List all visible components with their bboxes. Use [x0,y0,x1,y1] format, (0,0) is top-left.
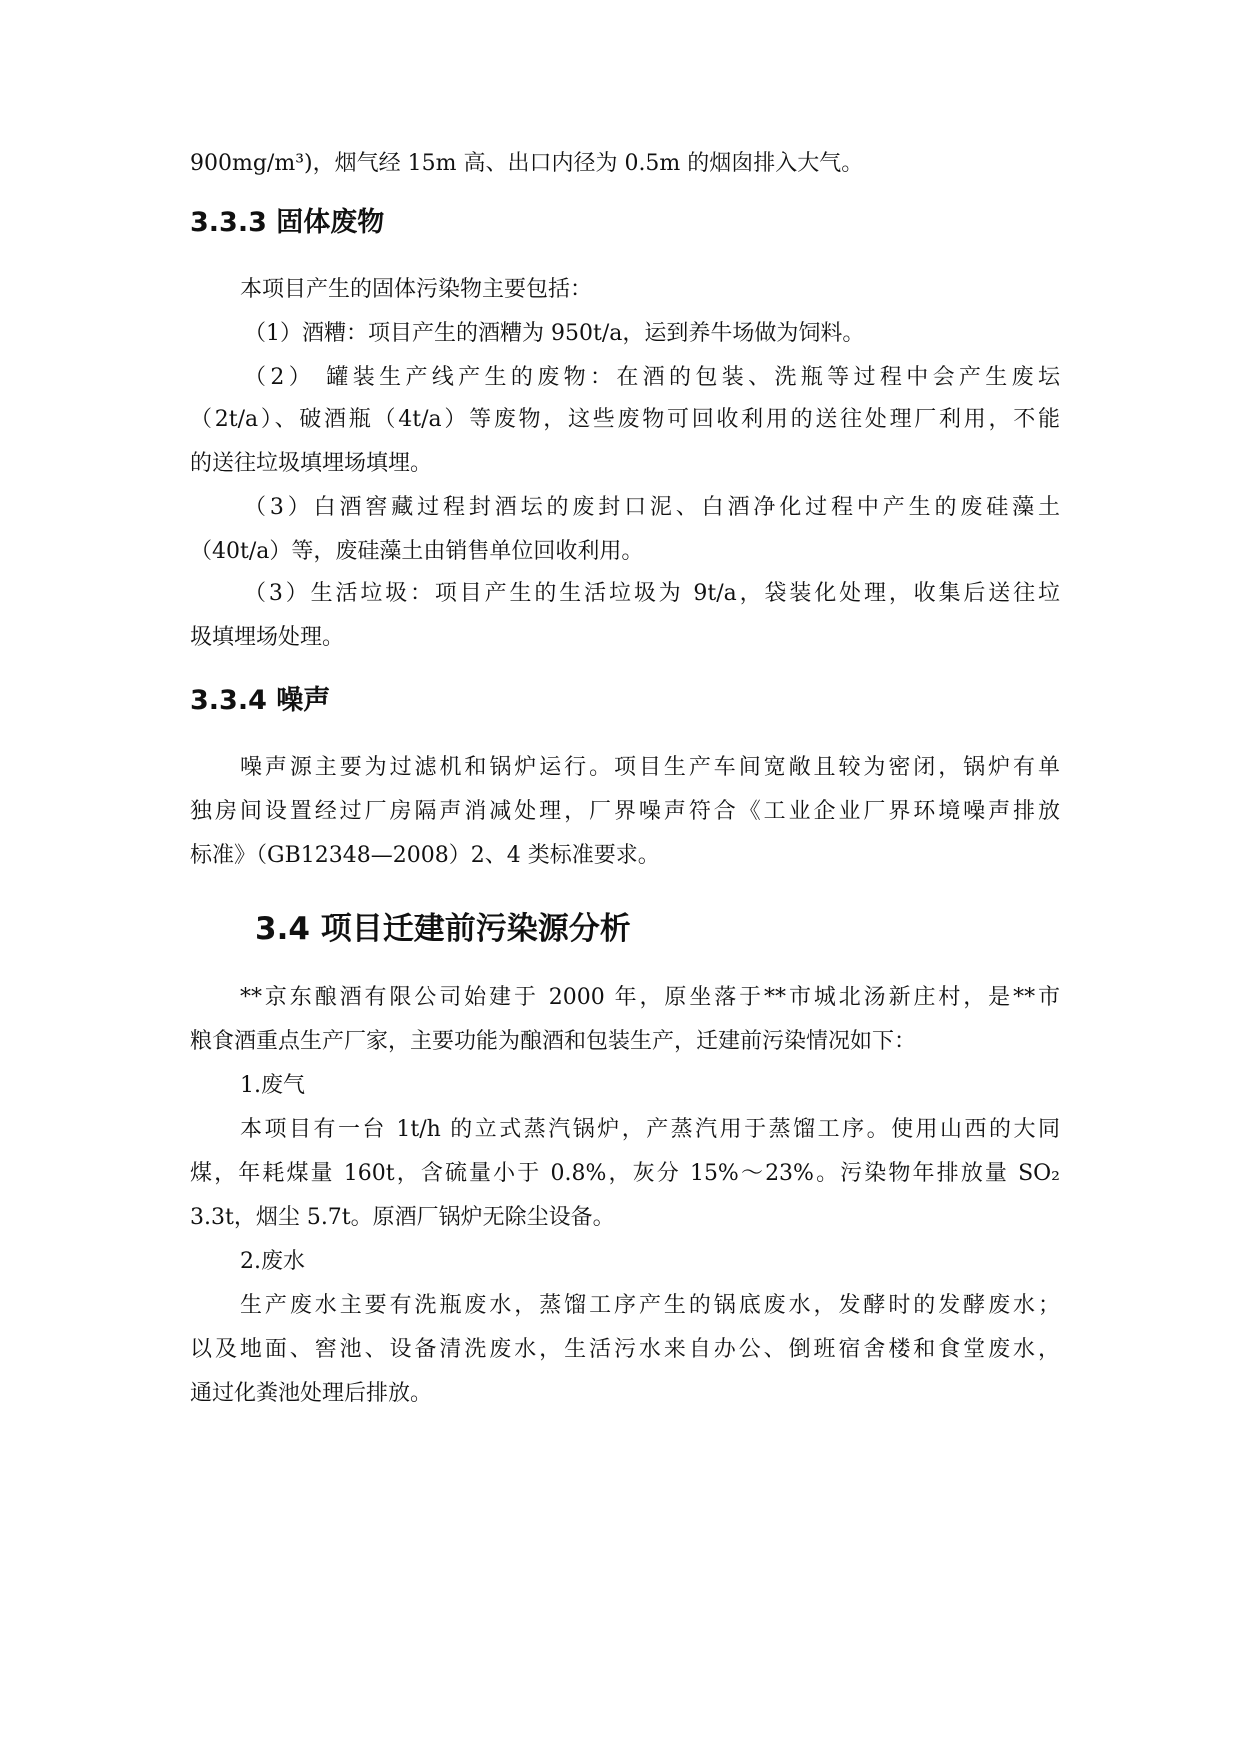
text-line-canning-waste-cont: （2t/a）、破酒瓶（4t/a）等废物，这些废物可回收利用的送往处理厂利用，不能 [190,407,1060,432]
text-line-chimney: 900mg/m³)，烟气经 15m 高、出口内径为 0.5m 的烟囱排入大气。 [190,151,864,176]
text-line-solid-waste-intro: 本项目产生的固体污染物主要包括： [240,277,593,302]
text-line-sealing-mud: （3）白酒窖藏过程封酒坛的废封口泥、白酒净化过程中产生的废硅藻土 [244,495,1060,520]
text-line-cleaning-wastewater: 以及地面、窖池、设备清洗废水，生活污水来自办公、倒班宿舍楼和食堂废水， [190,1337,1060,1362]
text-line-noise-treatment: 独房间设置经过厂房隔声消减处理，厂界噪声符合《工业企业厂界环境噪声排放 [190,799,1060,824]
text-line-emissions: 3.3t，烟尘 5.7t。原酒厂锅炉无除尘设备。 [190,1205,615,1230]
section-heading-pre-relocation: 3.4 项目迁建前污染源分析 [255,911,631,947]
text-line-canning-waste: （2） 罐装生产线产生的废物：在酒的包装、洗瓶等过程中会产生废坛 [244,365,1060,390]
text-line-domestic-waste-cont: 圾填埋场处理。 [190,625,345,650]
text-line-septic-tank: 通过化粪池处理后排放。 [190,1381,433,1406]
subheading-exhaust-gas: 1.废气 [240,1073,305,1098]
text-line-noise-standard: 标准》（GB12348—2008）2、4 类标准要求。 [190,843,660,868]
section-heading-solid-waste: 3.3.3 固体废物 [190,207,385,238]
subheading-wastewater: 2.废水 [240,1249,305,1274]
text-line-coal-usage: 煤，年耗煤量 160t，含硫量小于 0.8%，灰分 15%～23%。污染物年排放量 SO₂ [190,1161,1060,1186]
text-line-company-function: 粮食酒重点生产厂家，主要功能为酿酒和包装生产，迁建前污染情况如下： [190,1029,917,1054]
text-line-boiler: 本项目有一台 1t/h 的立式蒸汽锅炉，产蒸汽用于蒸馏工序。使用山西的大同 [240,1117,1060,1142]
text-line-production-wastewater: 生产废水主要有洗瓶废水，蒸馏工序产生的锅底废水，发酵时的发酵废水； [240,1293,1060,1318]
text-line-landfill: 的送往垃圾填埋场填埋。 [190,451,433,476]
text-line-distillers-grains: （1）酒糟：项目产生的酒糟为 950t/a，运到养牛场做为饲料。 [244,321,865,346]
text-line-noise-source: 噪声源主要为过滤机和锅炉运行。项目生产车间宽敞且较为密闭，锅炉有单 [240,755,1060,780]
text-line-diatomite: （40t/a）等，废硅藻土由销售单位回收利用。 [190,539,644,564]
text-line-company-history: **京东酿酒有限公司始建于 2000 年，原坐落于**市城北汤新庄村，是**市 [240,985,1060,1010]
section-heading-noise: 3.3.4 噪声 [190,685,331,716]
text-line-domestic-waste: （3）生活垃圾：项目产生的生活垃圾为 9t/a，袋装化处理，收集后送往垃 [244,581,1060,606]
